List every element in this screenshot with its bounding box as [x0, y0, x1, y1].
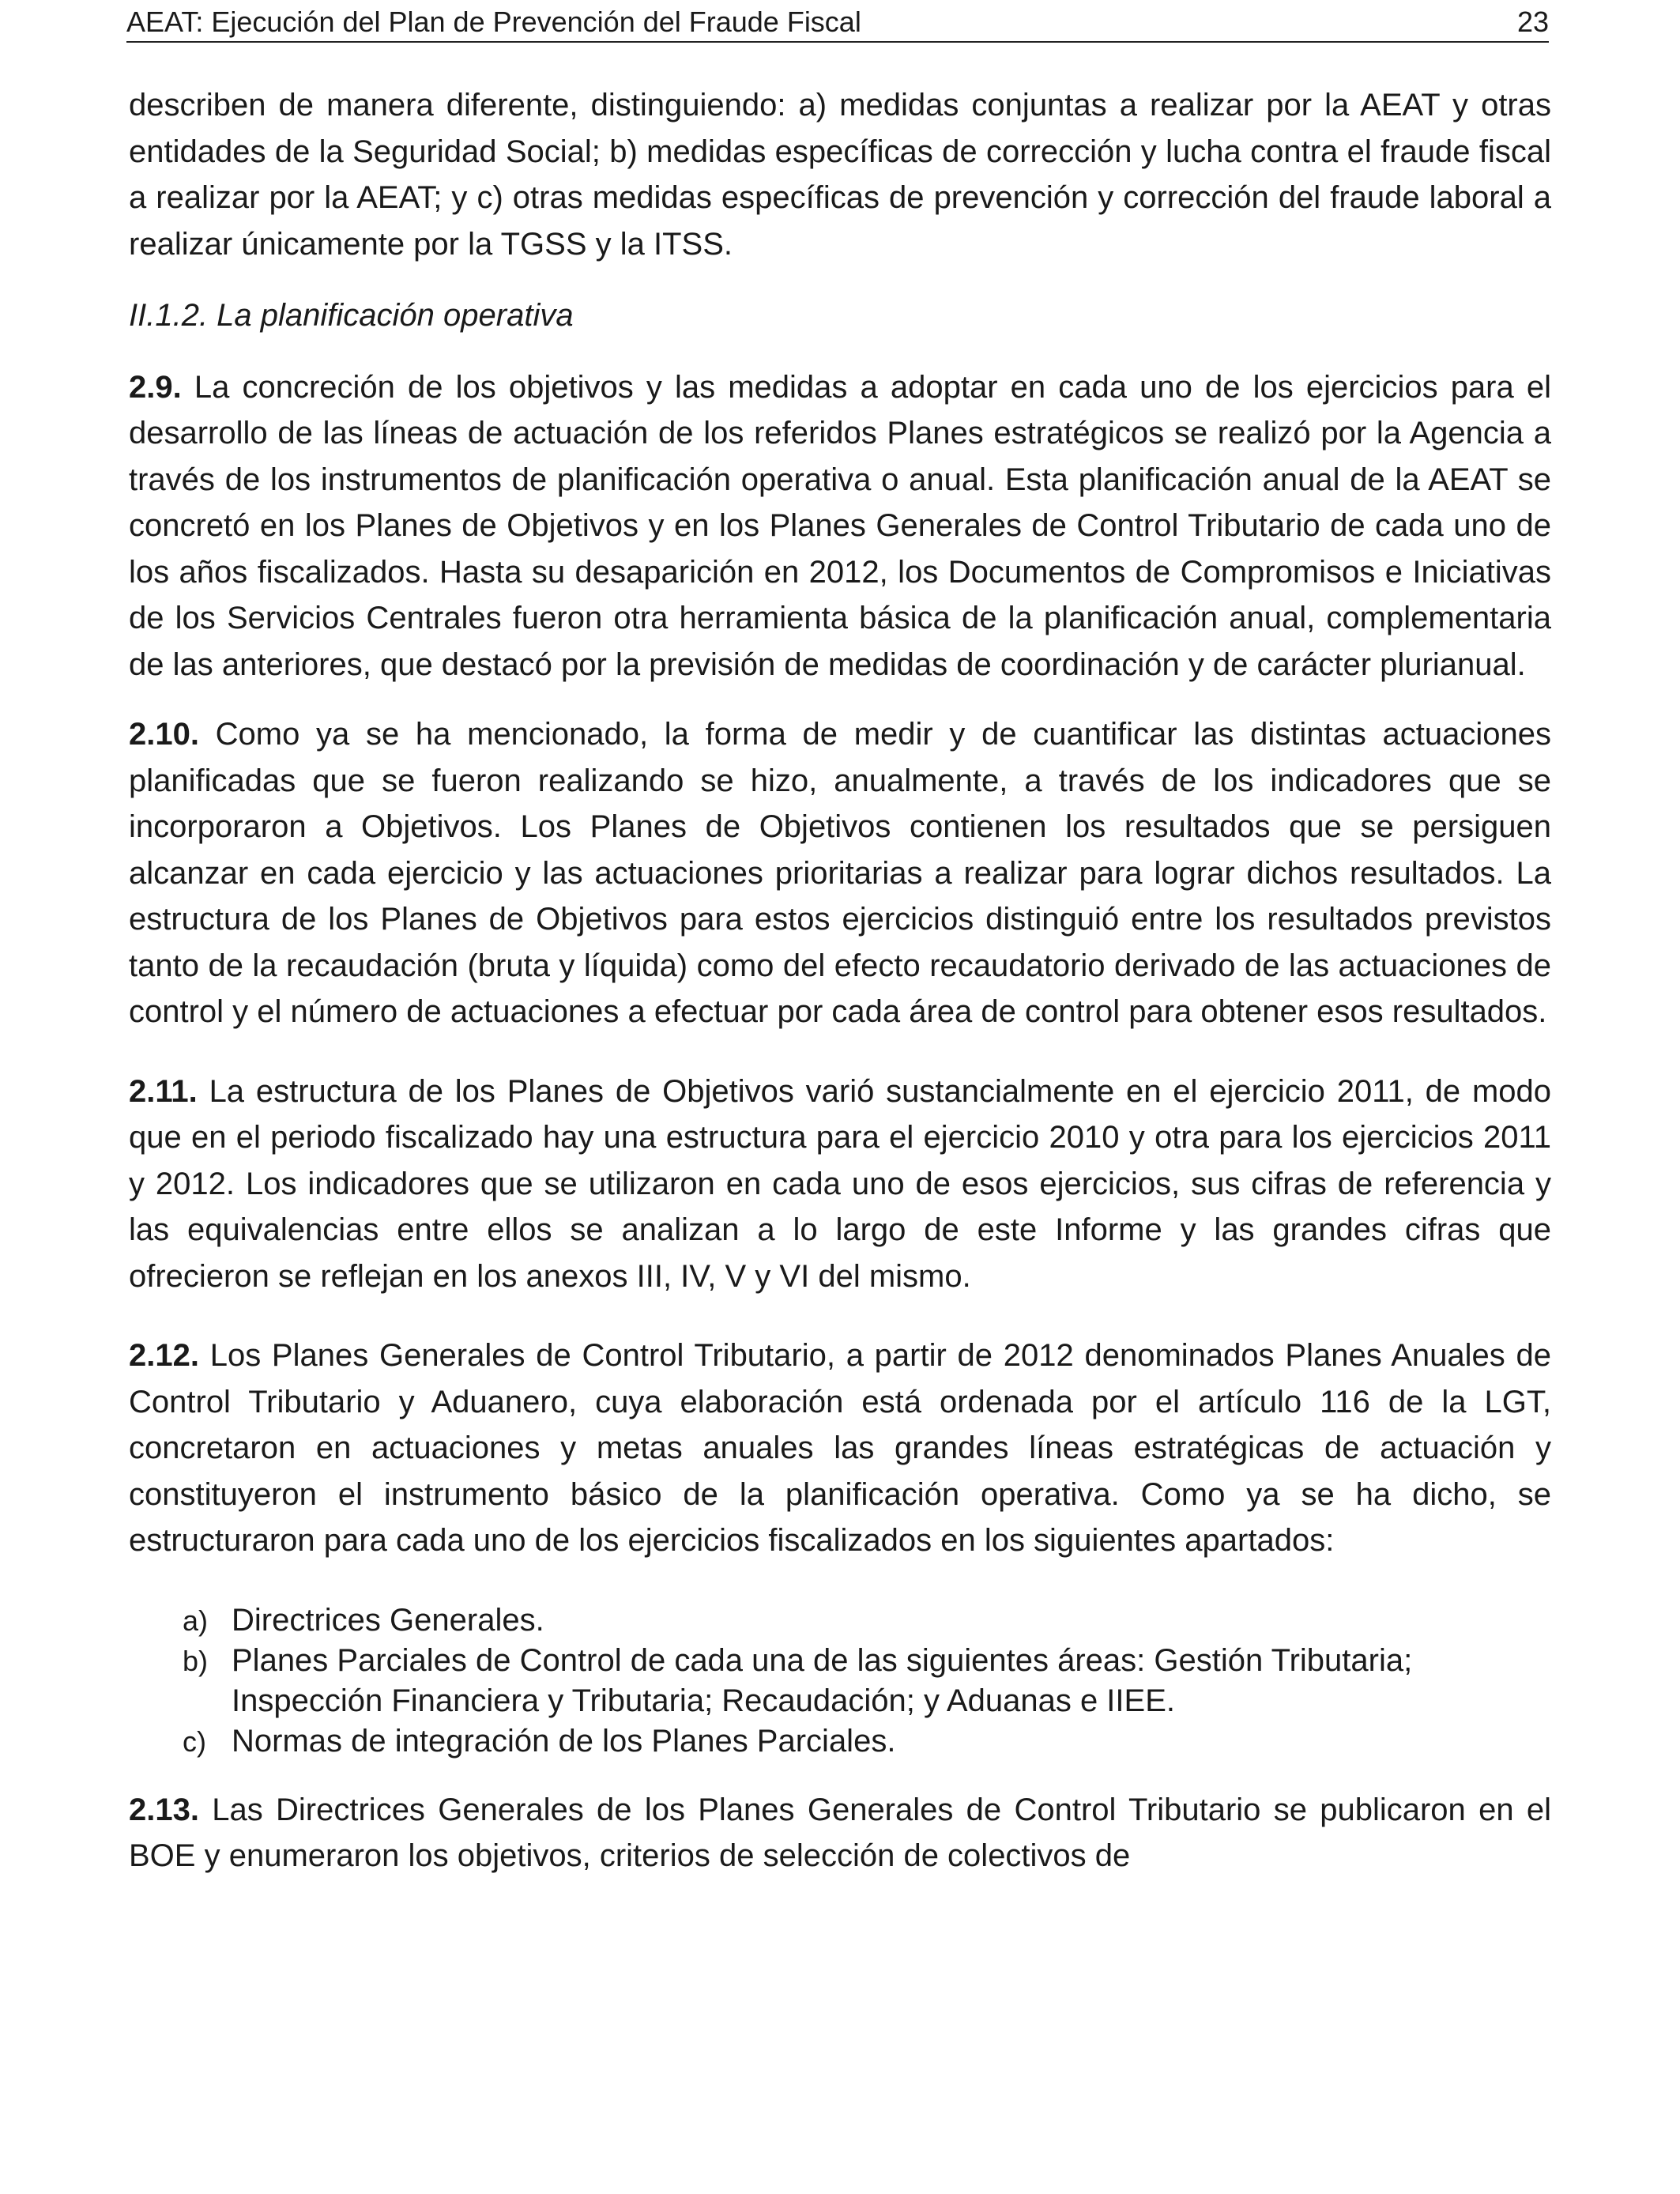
section-list — [129, 1600, 1551, 1762]
paragraph-number: 2.12. — [129, 1338, 199, 1373]
list-item-text: Planes Parciales de Control de cada una de las siguientes áreas: Gestión Tributaria; Inspección Financiera y Tributaria; Recaudación; y Aduanas e IIEE. — [232, 1642, 1413, 1718]
paragraph-text: Las Directrices Generales de los Planes Generales de Control Tributario se publicaron en el BOE y enumeraron los objetivos, criterios de selección de colectivos de — [129, 1792, 1551, 1873]
paragraph-2-10 — [129, 711, 1551, 1035]
body-text — [129, 82, 1551, 1879]
list-item-label: c) — [183, 1725, 206, 1758]
paragraph-number: 2.13. — [129, 1792, 199, 1827]
section-subheading: II.1.2. La planificación operativa — [129, 298, 574, 333]
paragraph-2-12 — [129, 1333, 1551, 1564]
paragraph-2-9 — [129, 364, 1551, 688]
paragraph-text: La estructura de los Planes de Objetivos varió sustancialmente en el ejercicio 2011, de modo que en el periodo fiscalizado hay una estructura para el ejercicio 2010 y otra para los ejercicios 2011 y 2012. Los indicadores que se utilizaron en cada uno de esos ejercicios, sus cifras de referencia y las equivalencias entre ellos se analizan a lo largo de este Informe y las grandes cifras que ofrecieron se reflejan en los anexos III, IV, V y VI del mismo. — [129, 1073, 1551, 1294]
paragraph-number: 2.9. — [129, 369, 182, 405]
list-item-label: b) — [183, 1644, 209, 1677]
list-item-text: Directrices Generales. — [232, 1602, 544, 1638]
paragraph-text: Como ya se ha mencionado, la forma de medir y de cuantificar las distintas actuaciones planificadas que se fueron realizando se hizo, anualmente, a través de los indicadores que se incorporaron a Objetivos. Los Planes de Objetivos contienen los resultados que se persiguen alcanzar en cada ejercicio y las actuaciones prioritarias a realizar para lograr dichos resultados. La estructura de los Planes de Objetivos para estos ejercicios distinguió entre los resultados previstos tanto de la recaudación (bruta y líquida) como del efecto recaudatorio derivado de las actuaciones de control y el número de actuaciones a efectuar por cada área de control para obtener esos resultados. — [129, 717, 1551, 1029]
paragraph-number: 2.10. — [129, 717, 199, 752]
page-number: 23 — [1516, 6, 1549, 38]
list-item — [129, 1600, 1551, 1641]
list-item-label: a) — [183, 1604, 209, 1637]
paragraph-text: Los Planes Generales de Control Tributario, a partir de 2012 denominados Planes Anuales de Control Tributario y Aduanero, cuya elaboración está ordenada por el artículo 116 de la LGT, concretaron en actuaciones y metas anuales las grandes líneas estratégicas de actuación y constituyeron el instrumento básico de la planificación operativa. Como ya se ha dicho, se estructuraron para cada uno de los ejercicios fiscalizados en los siguientes apartados: — [129, 1338, 1551, 1558]
paragraph-2-13 — [129, 1787, 1551, 1879]
list-item — [129, 1641, 1551, 1721]
paragraph-text: La concreción de los objetivos y las medidas a adoptar en cada uno de los ejercicios para el desarrollo de las líneas de actuación de los referidos Planes estratégicos se realizó por la Agencia a través de los instrumentos de planificación operativa o anual. Esta planificación anual de la AEAT se concretó en los Planes de Objetivos y en los Planes Generales de Control Tributario de cada uno de los años fiscalizados. Hasta su desaparición en 2012, los Documentos de Compromisos e Iniciativas de los Servicios Centrales fueron otra herramienta básica de la planificación anual, complementaria de las anteriores, que destacó por la previsión de medidas de coordinación y de carácter plurianual. — [129, 369, 1551, 682]
paragraph-2-11 — [129, 1069, 1551, 1300]
paragraph-intro: describen de manera diferente, distinguiendo: a) medidas conjuntas a realizar por la AEAT y otras entidades de la Seguridad Social; b) medidas específicas de corrección y lucha contra el fraude fiscal a realizar por la AEAT; y c) otras medidas específicas de prevención y corrección del fraude laboral a realizar únicamente por la TGSS y la ITSS. — [129, 88, 1551, 262]
list-item — [129, 1721, 1551, 1762]
running-header — [126, 2, 1549, 43]
paragraph-number: 2.11. — [129, 1073, 198, 1109]
header-title: AEAT: Ejecución del Plan de Prevención del Fraude Fiscal — [126, 6, 861, 38]
list-item-text: Normas de integración de los Planes Parciales. — [232, 1723, 896, 1759]
